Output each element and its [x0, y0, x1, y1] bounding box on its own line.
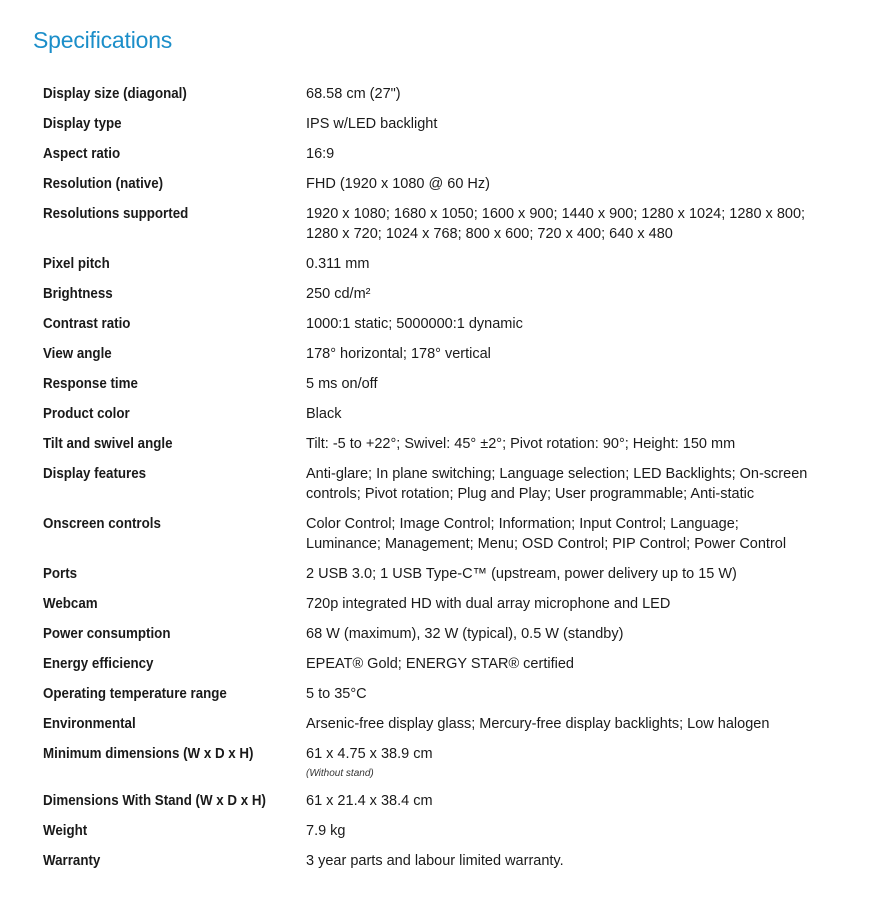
spec-label: Contrast ratio — [43, 316, 131, 332]
spec-value: 2 USB 3.0; 1 USB Type-C™ (upstream, power delivery up to 15 W) — [306, 566, 737, 582]
spec-row-energy-efficiency — [43, 654, 843, 684]
spec-table — [43, 84, 843, 881]
spec-row-resolution-native — [43, 174, 843, 204]
spec-label: Energy efficiency — [43, 656, 154, 672]
spec-value: FHD (1920 x 1080 @ 60 Hz) — [306, 176, 490, 192]
spec-value: Tilt: -5 to +22°; Swivel: 45° ±2°; Pivot rotation: 90°; Height: 150 mm — [306, 436, 736, 452]
spec-row-brightness — [43, 284, 843, 314]
spec-label: View angle — [43, 346, 112, 362]
spec-row-dimensions-with-stand — [43, 791, 843, 821]
spec-label: Operating temperature range — [43, 686, 227, 702]
spec-row-resolutions-supported — [43, 204, 843, 254]
spec-row-warranty — [43, 851, 843, 881]
spec-value-text: 61 x 4.75 x 38.9 cm — [306, 746, 433, 762]
spec-label: Environmental — [43, 716, 136, 732]
spec-value: 1000:1 static; 5000000:1 dynamic — [306, 316, 523, 332]
spec-value: 68.58 cm (27") — [306, 86, 401, 102]
spec-value — [306, 744, 816, 781]
spec-value: 250 cd/m² — [306, 286, 371, 302]
spec-label: Brightness — [43, 286, 113, 302]
spec-row-pixel-pitch — [43, 254, 843, 284]
spec-row-response-time — [43, 374, 843, 404]
spec-label: Webcam — [43, 596, 98, 612]
spec-value: 178° horizontal; 178° vertical — [306, 346, 491, 362]
spec-label: Display size (diagonal) — [43, 86, 187, 102]
spec-label: Response time — [43, 376, 138, 392]
spec-value: 16:9 — [306, 146, 335, 162]
spec-value: 0.311 mm — [306, 256, 370, 272]
spec-label: Display type — [43, 116, 122, 132]
spec-row-contrast-ratio — [43, 314, 843, 344]
spec-value: Color Control; Image Control; Information; Input Control; Language; Luminance; Management; Menu; OSD Control; PIP Control; Power Control — [306, 516, 787, 552]
spec-label: Pixel pitch — [43, 256, 110, 272]
spec-row-power-consumption — [43, 624, 843, 654]
spec-row-display-features — [43, 464, 843, 514]
spec-value: Arsenic-free display glass; Mercury-free display backlights; Low halogen — [306, 716, 770, 732]
page-title: Specifications — [33, 27, 173, 53]
spec-row-onscreen-controls — [43, 514, 843, 564]
spec-value: 7.9 kg — [306, 823, 346, 839]
spec-value: 5 to 35°C — [306, 686, 367, 702]
spec-label: Resolution (native) — [43, 176, 164, 192]
spec-row-weight — [43, 821, 843, 851]
spec-label: Display features — [43, 466, 147, 482]
spec-value: 3 year parts and labour limited warranty. — [306, 853, 564, 869]
spec-value: 5 ms on/off — [306, 376, 378, 392]
spec-row-ports — [43, 564, 843, 594]
spec-label: Weight — [43, 823, 88, 839]
spec-row-product-color — [43, 404, 843, 434]
spec-value: Black — [306, 406, 342, 422]
spec-label: Aspect ratio — [43, 146, 121, 162]
spec-row-display-size — [43, 84, 843, 114]
spec-label: Tilt and swivel angle — [43, 436, 173, 452]
spec-label: Ports — [43, 566, 78, 582]
spec-label: Minimum dimensions (W x D x H) — [43, 746, 254, 762]
spec-label: Warranty — [43, 853, 101, 869]
spec-row-operating-temperature — [43, 684, 843, 714]
spec-value: 61 x 21.4 x 38.4 cm — [306, 793, 433, 809]
spec-value: EPEAT® Gold; ENERGY STAR® certified — [306, 656, 574, 672]
spec-label: Product color — [43, 406, 130, 422]
spec-value: 68 W (maximum), 32 W (typical), 0.5 W (standby) — [306, 626, 624, 642]
spec-note: (Without stand) — [306, 768, 374, 779]
spec-row-aspect-ratio — [43, 144, 843, 174]
spec-row-webcam — [43, 594, 843, 624]
spec-label: Onscreen controls — [43, 516, 161, 532]
spec-row-environmental — [43, 714, 843, 744]
spec-label: Power consumption — [43, 626, 171, 642]
spec-row-display-type — [43, 114, 843, 144]
spec-label: Dimensions With Stand (W x D x H) — [43, 793, 266, 809]
spec-value: 1920 x 1080; 1680 x 1050; 1600 x 900; 1440 x 900; 1280 x 1024; 1280 x 800; 1280 x 720; 1024 x 768; 800 x 600; 720 x 400; 640 x 480 — [306, 206, 806, 242]
spec-value: Anti-glare; In plane switching; Language selection; LED Backlights; On-screen controls; Pivot rotation; Plug and Play; User programmable; Anti-static — [306, 466, 808, 502]
spec-row-minimum-dimensions — [43, 744, 843, 791]
spec-label: Resolutions supported — [43, 206, 189, 222]
spec-row-tilt-swivel — [43, 434, 843, 464]
spec-value: IPS w/LED backlight — [306, 116, 438, 132]
spec-row-view-angle — [43, 344, 843, 374]
spec-value: 720p integrated HD with dual array microphone and LED — [306, 596, 671, 612]
